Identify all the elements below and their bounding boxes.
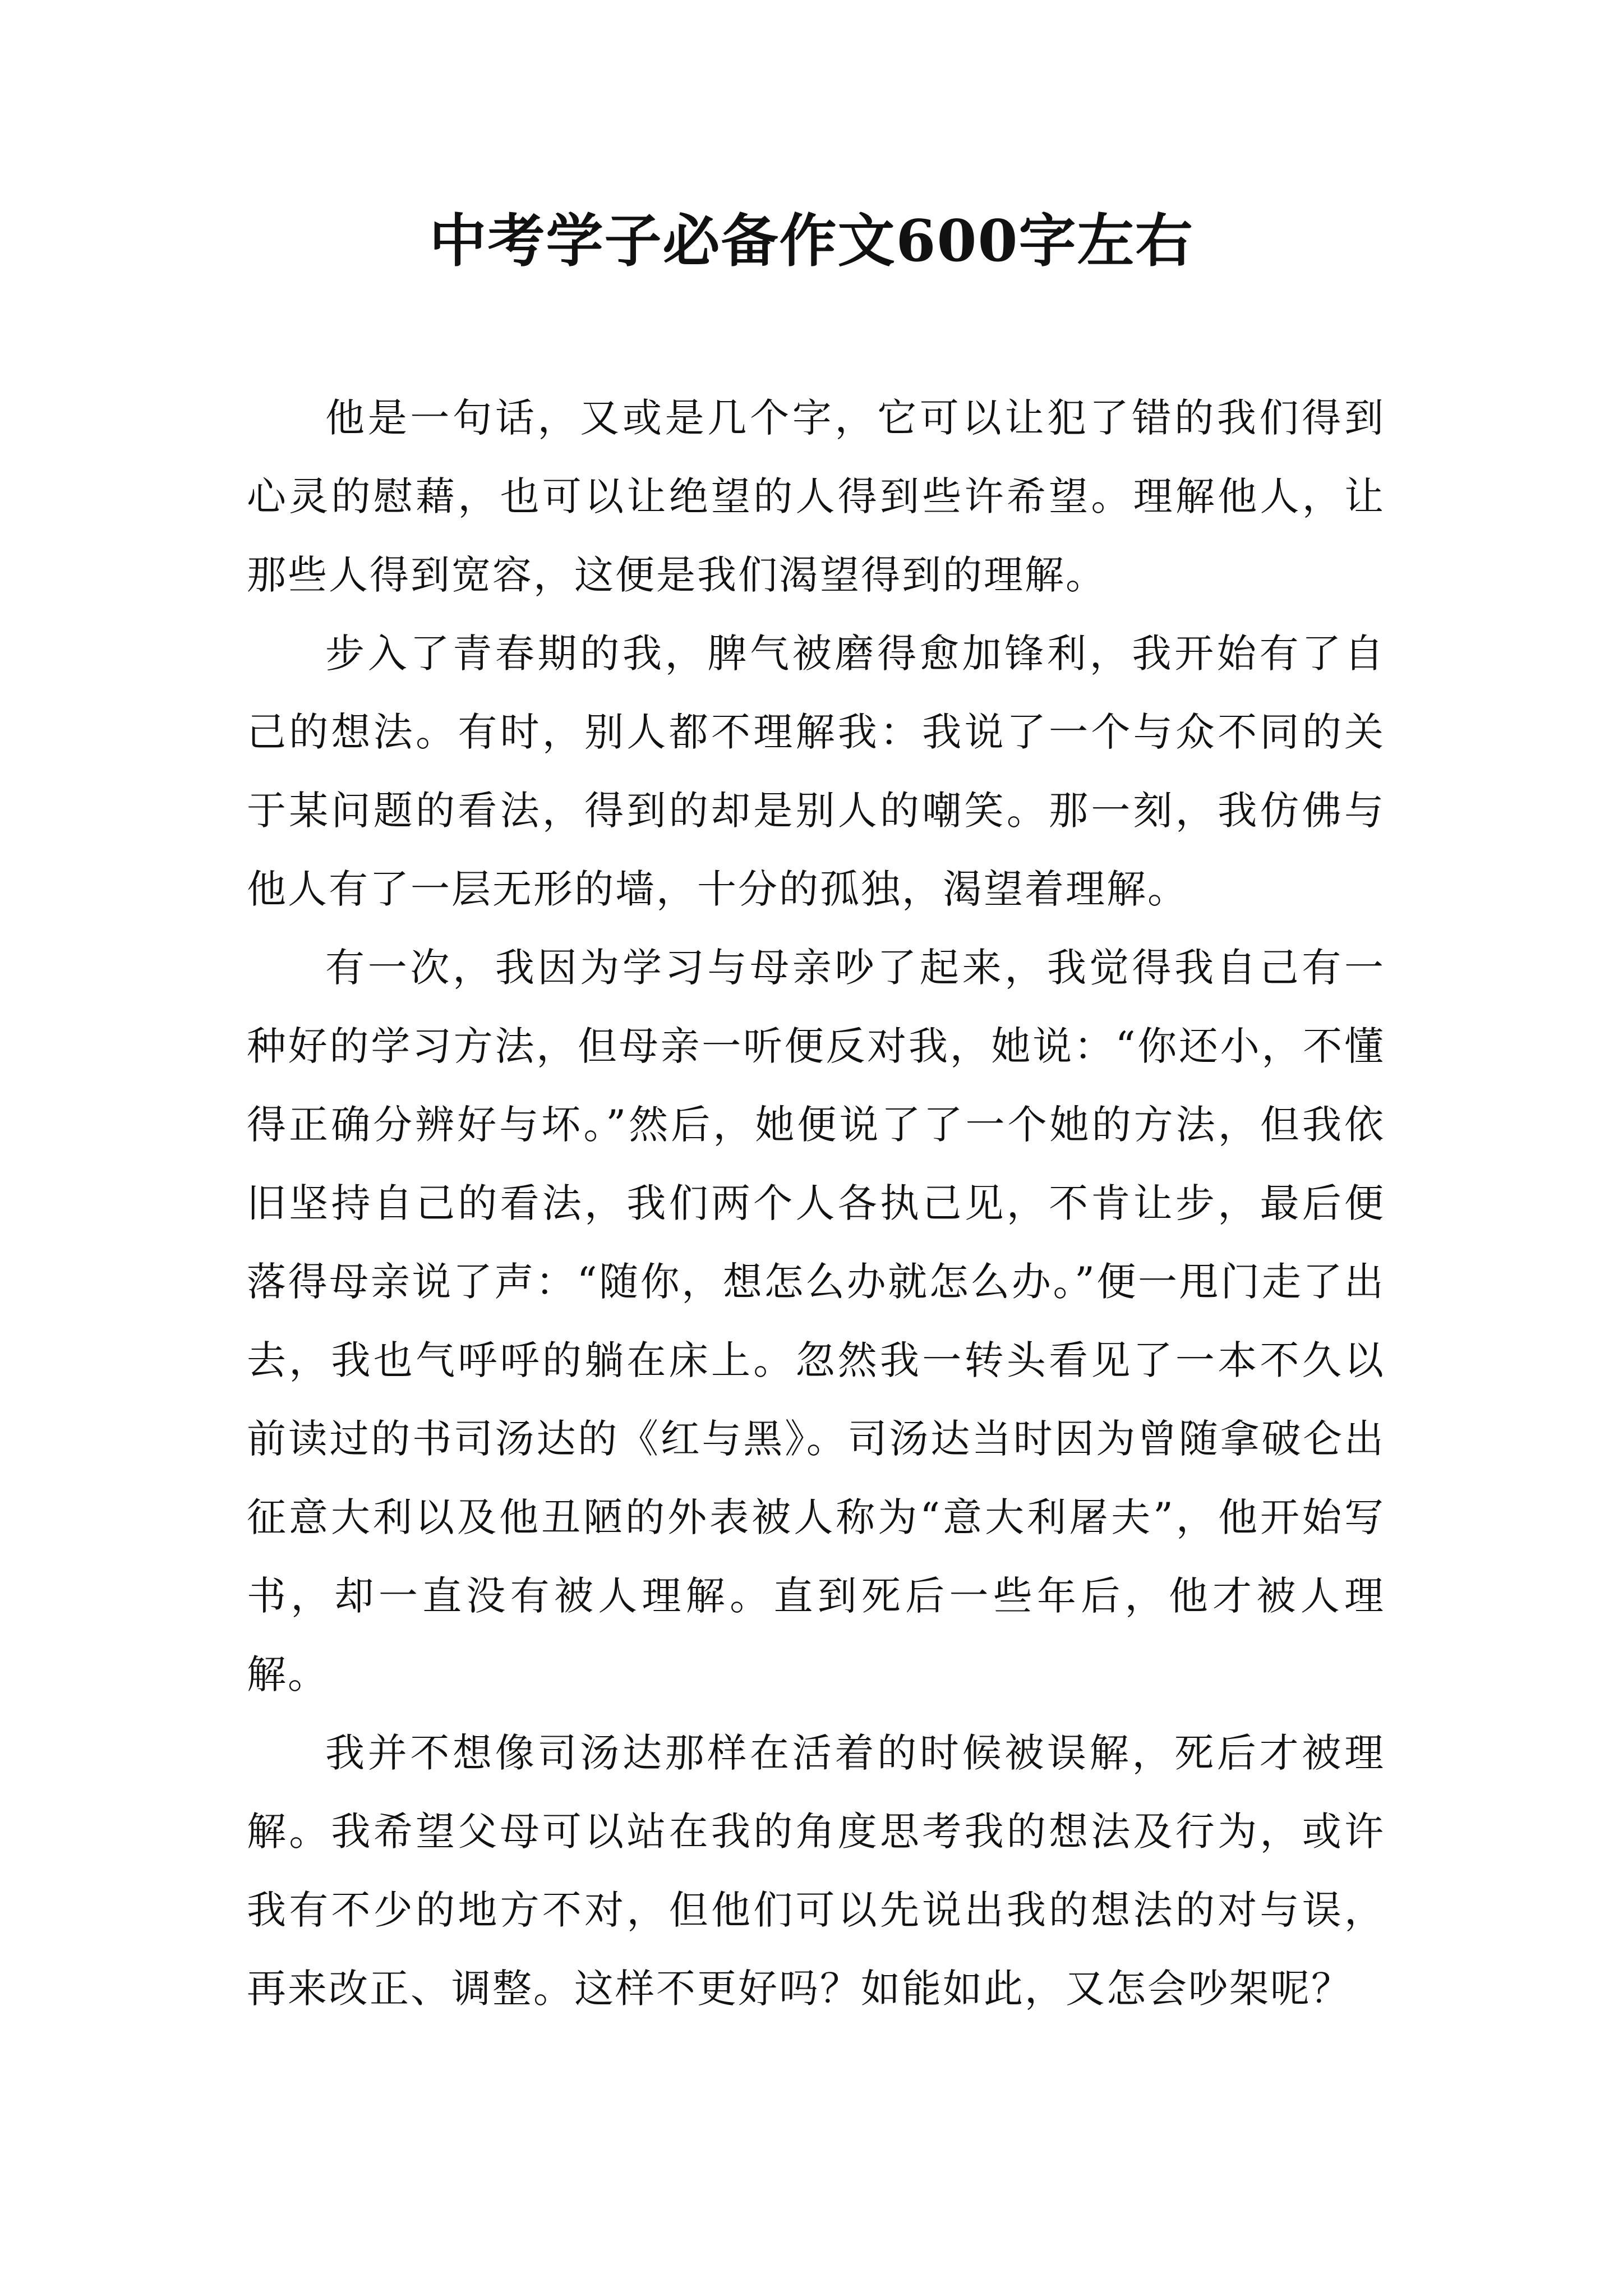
paragraph: 我并不想像司汤达那样在活着的时候被误解，死后才被理解。我希望父母可以站在我的角度思考我的想法及行为，或许我有不少的地方不对，但他们可以先说出我的想法的对与误，再来改正、调整。这样不更好吗？如能如此，又怎会吵架呢？ (247, 1730, 1385, 2012)
document-body (247, 379, 1385, 2028)
paragraph: 有一次，我因为学习与母亲吵了起来，我觉得我自己有一种好的学习方法，但母亲一听便反对我，她说：“你还小，不懂得正确分辨好与坏。”然后，她便说了了一个她的方法，但我依旧坚持自己的看法，我们两个人各执己见，不肯让步，最后便落得母亲说了声：“随你，想怎么办就怎么办。”便一甩门走了出去，我也气呼呼的躺在床上。忽然我一转头看见了一本不久以前读过的书司汤达的《红与黑》。司汤达当时因为曾随拿破仑出征意大利以及他丑陋的外表被人称为“意大利屠夫”，他开始写书，却一直没有被人理解。直到死后一些年后，他才被人理解。 (247, 945, 1385, 1697)
paragraph: 步入了青春期的我，脾气被磨得愈加锋利，我开始有了自己的想法。有时，别人都不理解我：我说了一个与众不同的关于某问题的看法，得到的却是别人的嘲笑。那一刻，我仿佛与他人有了一层无形的墙，十分的孤独，渴望着理解。 (247, 631, 1385, 912)
document-title: 中考学子必备作文600字左右 (429, 208, 1194, 275)
paragraph: 他是一句话，又或是几个字，它可以让犯了错的我们得到心灵的慰藉，也可以让绝望的人得到些许希望。理解他人，让那些人得到宽容，这便是我们渴望得到的理解。 (247, 395, 1385, 598)
